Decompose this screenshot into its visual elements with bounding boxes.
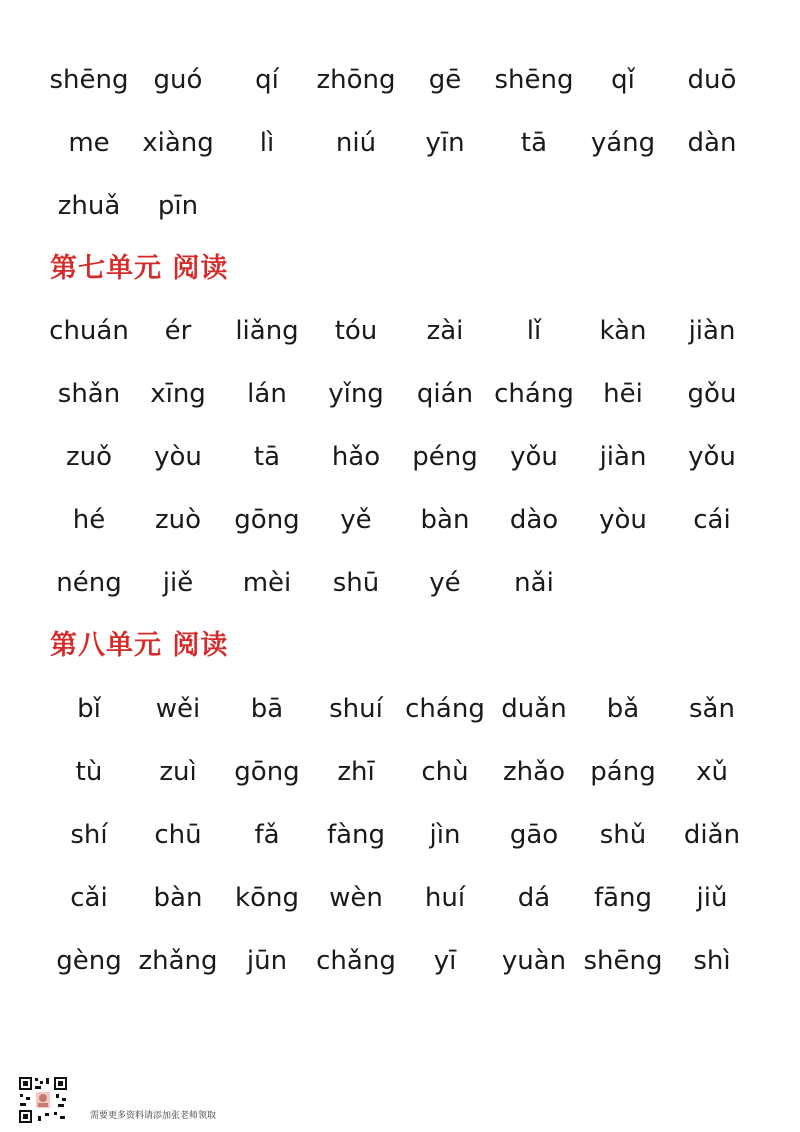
pinyin-row [44,186,764,226]
pinyin-word: jiǔ [696,883,728,913]
pinyin-word: yǒu [510,442,558,472]
pinyin-word: bǎ [606,694,640,724]
pinyin-word: néng [56,568,122,598]
pinyin-word: shēng [494,65,574,95]
pinyin-word: chū [154,820,202,850]
pinyin-word: fàng [326,820,386,850]
pinyin-word: niú [335,128,377,158]
pinyin-word: lǐ [526,316,542,346]
pinyin-word: zhōng [316,65,396,95]
pinyin-row [44,311,764,351]
pinyin-row [44,941,764,981]
pinyin-word: shì [693,946,731,976]
pinyin-word: wěi [155,694,201,724]
pinyin-word: jìn [429,820,461,850]
section-heading-unit7: 第七单元 阅读 [50,253,229,284]
pinyin-word: zuì [159,757,197,787]
pinyin-word: dá [517,883,551,913]
pinyin-word: hēi [603,379,643,409]
pinyin-word: zhǎo [503,757,565,787]
footer-promo-text: 需要更多资料请添加张老师领取 [90,1111,217,1121]
pinyin-word: jiàn [688,316,736,346]
pinyin-word: me [68,128,110,158]
pinyin-row [44,689,764,729]
pinyin-word: shuí [329,694,383,724]
pinyin-word: bàn [153,883,203,913]
pinyin-word: guó [153,65,203,95]
pinyin-word: gǒu [687,379,737,409]
pinyin-word: shǎn [57,379,121,409]
pinyin-word: bā [250,694,284,724]
pinyin-word: gōng [234,757,300,787]
pinyin-word: shēng [583,946,663,976]
pinyin-word: gōng [234,505,300,535]
pinyin-word: yé [429,568,461,598]
pinyin-row [44,500,764,540]
pinyin-word: xiàng [142,128,214,158]
pinyin-word: diǎn [683,820,741,850]
pinyin-row [44,374,764,414]
pinyin-word: yáng [590,128,656,158]
pinyin-word: sǎn [689,694,735,724]
pinyin-word: ér [164,316,192,346]
pinyin-word: gē [428,65,462,95]
qr-code-icon [18,1076,68,1124]
pinyin-word: qián [416,379,474,409]
pinyin-word: kōng [235,883,299,913]
pinyin-word: zhī [337,757,375,787]
pinyin-word: páng [590,757,656,787]
pinyin-word: zhǎng [138,946,218,976]
pinyin-word: lán [247,379,287,409]
pinyin-word: bàn [420,505,470,535]
pinyin-word: dào [509,505,559,535]
pinyin-word: mèi [242,568,292,598]
pinyin-word: yòu [154,442,202,472]
pinyin-word: yě [340,505,372,535]
pinyin-word: shí [70,820,108,850]
pinyin-word: lì [259,128,275,158]
pinyin-word: chǎng [316,946,396,976]
pinyin-word: bǐ [77,694,101,724]
pinyin-word: péng [412,442,478,472]
pinyin-row [44,60,764,100]
pinyin-word: liǎng [235,316,299,346]
pinyin-word: zuǒ [65,442,113,472]
pinyin-word: fǎ [254,820,280,850]
pinyin-word: pīn [157,191,199,221]
pinyin-word: jiě [162,568,194,598]
pinyin-word: yuàn [501,946,567,976]
pinyin-word: hé [72,505,106,535]
pinyin-word: qí [255,65,279,95]
pinyin-word: shǔ [599,820,647,850]
pinyin-word: nǎi [514,568,554,598]
pinyin-word: tù [75,757,103,787]
pinyin-word: zuò [154,505,202,535]
pinyin-word: gāo [509,820,559,850]
pinyin-word: yǒu [688,442,736,472]
section-heading-unit8: 第八单元 阅读 [50,630,229,661]
pinyin-row [44,815,764,855]
pinyin-word: jiàn [599,442,647,472]
pinyin-word: tóu [334,316,378,346]
pinyin-word: duǎn [501,694,567,724]
pinyin-row [44,123,764,163]
pinyin-word: dàn [687,128,737,158]
pinyin-word: jūn [246,946,288,976]
pinyin-word: duō [687,65,737,95]
pinyin-row [44,752,764,792]
pinyin-word: xǔ [696,757,728,787]
pinyin-word: zài [426,316,464,346]
pinyin-word: tā [520,128,548,158]
pinyin-word: zhuǎ [57,191,121,221]
pinyin-word: chuán [49,316,129,346]
pinyin-word: yòu [599,505,647,535]
pinyin-row [44,563,764,603]
pinyin-word: yī [433,946,457,976]
pinyin-row [44,437,764,477]
pinyin-word: cháng [405,694,485,724]
pinyin-word: cái [693,505,731,535]
pinyin-word: cháng [494,379,574,409]
pinyin-word: xīng [150,379,206,409]
pinyin-word: shēng [49,65,129,95]
pinyin-word: yǐng [328,379,384,409]
pinyin-word: cǎi [70,883,108,913]
pinyin-word: hǎo [331,442,381,472]
pinyin-word: kàn [599,316,647,346]
pinyin-word: qǐ [611,65,635,95]
pinyin-word: tā [253,442,281,472]
pinyin-word: wèn [329,883,383,913]
pinyin-word: yīn [425,128,465,158]
pinyin-word: fāng [593,883,653,913]
pinyin-word: gèng [56,946,122,976]
pinyin-row [44,878,764,918]
pinyin-word: chù [421,757,469,787]
pinyin-word: huí [424,883,466,913]
pinyin-word: shū [332,568,380,598]
